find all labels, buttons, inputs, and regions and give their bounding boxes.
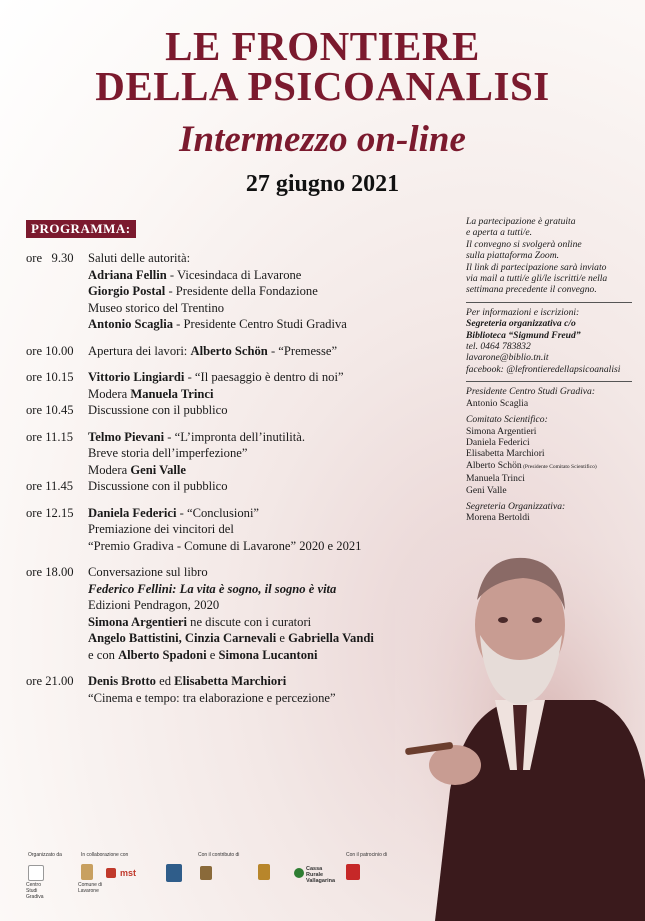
contact-organizer	[466, 318, 644, 341]
event-text: Saluti delle autorità:	[88, 251, 191, 265]
event-text: ne discute con i curatori	[187, 614, 312, 629]
event-time: ore 9.30	[26, 251, 74, 265]
title-line-2: DELLA PSICOANALISI	[95, 63, 550, 109]
event-line	[88, 597, 446, 614]
event-text: Discussione con il pubblico	[88, 403, 228, 417]
event-text: ed	[155, 674, 175, 688]
sponsors-strip	[26, 850, 406, 910]
speaker-name: Simona Argentieri	[88, 614, 187, 629]
secretary-label: Segreteria Organizzativa:	[466, 500, 566, 512]
event-line	[88, 343, 446, 360]
organizer-line: Segreteria organizzativa c/o	[466, 318, 576, 330]
partner-logo	[106, 868, 116, 878]
event-text: “Premio Gradiva - Comune di Lavarone” 2020 e 2021	[88, 538, 362, 553]
contribution-label: Con il contributo di	[198, 852, 240, 858]
book-title: Federico Fellini: La vita è sogno, il sogno è vita	[88, 581, 337, 596]
event-time: ore 11.45	[26, 479, 74, 493]
speaker-name: Gabriella Vandi	[288, 631, 374, 645]
event-text: Modera	[88, 462, 131, 477]
speaker-name: Adriana Fellin	[88, 267, 167, 282]
event-time: ore 10.00	[26, 343, 74, 358]
event-time: ore 10.45	[26, 403, 74, 417]
freud-portrait-image	[395, 540, 645, 921]
cassa-rurale-logo: Cassa Rurale Vallagarina	[306, 866, 336, 884]
gradiva-logo-label: Centro Studi Gradiva	[26, 882, 44, 900]
info-line: settimana precedente il convegno.	[466, 284, 597, 296]
program-event	[26, 478, 446, 495]
event-time: ore 12.15	[26, 505, 74, 520]
committee-member: Elisabetta Marchiori	[466, 448, 545, 460]
event-line	[88, 267, 446, 284]
event-time: ore 21.00	[26, 674, 74, 688]
committee-label: Comitato Scientifico:	[466, 414, 548, 426]
event-text: - Presidente della Fondazione	[165, 284, 318, 298]
event-text: Museo storico del Trentino	[88, 300, 225, 315]
province-logo	[200, 866, 212, 880]
event-text: Discussione con il pubblico	[88, 479, 228, 493]
info-line: Il convegno si svolgerà online	[466, 238, 582, 250]
event-text: - “Il paesaggio è dentro di noi”	[184, 370, 344, 384]
divider	[466, 302, 632, 303]
contact-line: facebook: @lefrontieredellapsicoanalisi	[466, 363, 621, 375]
speaker-name: Antonio Scaglia	[88, 317, 174, 331]
event-text: e	[206, 647, 219, 662]
secretary-name: Morena Bertoldi	[466, 512, 530, 524]
program-label: PROGRAMMA:	[26, 220, 136, 238]
committee-member: Simona Argentieri	[466, 425, 537, 437]
event-text: Conversazione sul libro	[88, 565, 208, 579]
event-text: - Vicesindaca di Lavarone	[166, 267, 302, 282]
event-text: e	[276, 631, 289, 645]
program-list	[26, 250, 446, 706]
info-line: sulla piattaforma Zoom.	[466, 250, 560, 262]
speaker-name: Daniela Federici	[88, 505, 177, 520]
organizer-line: Biblioteca “Sigmund Freud”	[466, 329, 581, 341]
info-line: La partecipazione è gratuita	[466, 216, 576, 227]
title-line-1: LE FRONTIERE	[165, 23, 480, 69]
committee-list	[466, 426, 644, 496]
event-line	[88, 581, 446, 598]
program-event	[26, 402, 446, 419]
event-text: Premiazione dei vincitori del	[88, 522, 234, 536]
committee-member: Geni Valle	[466, 484, 507, 496]
sidebar-info	[466, 216, 644, 524]
event-line	[88, 521, 446, 538]
info-line: e aperta a tutti/e.	[466, 227, 533, 239]
event-line	[88, 564, 446, 581]
event-line	[88, 614, 446, 631]
program-event	[26, 673, 446, 706]
info-line: Il link di partecipazione sarà inviato	[466, 261, 607, 273]
speaker-name: Vittorio Lingiardi	[88, 370, 185, 384]
event-text: e con	[88, 647, 119, 662]
committee-note: (Presidente Comitato Scientifico)	[521, 463, 597, 470]
event-text: Modera	[88, 386, 131, 401]
speaker-name: Elisabetta Marchiori	[174, 674, 287, 688]
divider	[466, 381, 632, 382]
program-event	[26, 250, 446, 333]
speaker-name: Manuela Trinci	[130, 386, 214, 401]
program-event	[26, 564, 446, 663]
collaboration-label: In collaborazione con	[81, 852, 129, 858]
event-text: Apertura dei lavori:	[88, 343, 191, 358]
event-line	[88, 690, 446, 707]
event-text: - “Premesse”	[267, 343, 338, 358]
program-event	[26, 369, 446, 402]
event-text: Breve storia dell’imperfezione”	[88, 446, 248, 460]
info-line: via mail a tutti/e gli/le iscritti/e nella	[466, 273, 608, 285]
contact-line: lavarone@biblio.tn.it	[466, 352, 549, 364]
organized-by-label: Organizzato da	[28, 852, 62, 858]
event-time: ore 18.00	[26, 565, 74, 579]
committee-member: Manuela Trinci	[466, 473, 525, 485]
event-line	[88, 429, 446, 446]
event-line	[88, 478, 446, 495]
event-text: “Cinema e tempo: tra elaborazione e percezione”	[88, 690, 336, 705]
event-line	[88, 316, 446, 333]
event-time: ore 10.15	[26, 370, 74, 384]
library-logo	[166, 864, 182, 882]
event-time: ore 11.15	[26, 429, 74, 444]
committee-member: Alberto Schön (Presidente Comitato Scientifico)	[466, 459, 597, 471]
speaker-name: Geni Valle	[130, 462, 186, 477]
speaker-name: Alberto Schön	[190, 343, 268, 358]
event-line	[88, 505, 446, 522]
gradiva-logo	[28, 865, 44, 881]
subtitle: Intermezzo on-line	[179, 119, 466, 160]
speaker-name: Giorgio Postal	[88, 284, 166, 298]
speaker-name: Denis Brotto	[88, 674, 156, 688]
event-line	[88, 445, 446, 462]
program-event	[26, 505, 446, 555]
cassa-rurale-icon	[294, 868, 304, 878]
region-logo	[258, 864, 270, 880]
psi-logo	[346, 864, 360, 880]
event-date: 27 giugno 2021	[245, 171, 400, 197]
event-text: - “Conclusioni”	[176, 505, 260, 520]
speaker-name: Telmo Pievani	[88, 429, 165, 444]
participation-info	[466, 216, 644, 296]
event-line	[88, 647, 446, 664]
event-line	[88, 462, 446, 479]
lavarone-logo-label: Comune di Lavarone	[78, 882, 103, 894]
speaker-name: Alberto Spadoni	[118, 647, 207, 662]
patronage-label: Con il patrocinio di	[346, 852, 388, 858]
program-event	[26, 429, 446, 479]
event-line	[88, 250, 446, 267]
speaker-name: Angelo Battistini, Cinzia Carnevali	[88, 631, 277, 645]
mst-logo: mst	[120, 868, 137, 878]
event-line	[88, 283, 446, 300]
lavarone-crest-logo	[81, 864, 93, 880]
event-line	[88, 673, 446, 690]
contact-details[interactable]	[466, 341, 644, 375]
event-line	[88, 386, 446, 403]
speaker-name: Simona Lucantoni	[218, 647, 318, 662]
event-line	[88, 369, 446, 386]
program-event	[26, 343, 446, 360]
event-line	[88, 402, 446, 419]
committee-member: Daniela Federici	[466, 436, 530, 448]
event-line	[88, 630, 446, 647]
event-text: Edizioni Pendragon, 2020	[88, 598, 220, 612]
event-text: - Presidente Centro Studi Gradiva	[173, 317, 347, 331]
president-name: Antonio Scaglia	[466, 397, 529, 409]
contact-line: tel. 0464 783832	[466, 341, 531, 353]
president-label: Presidente Centro Studi Gradiva:	[466, 386, 596, 398]
event-line	[88, 300, 446, 317]
contact-intro: Per informazioni e iscrizioni:	[466, 306, 580, 318]
event-line	[88, 538, 446, 555]
event-text: - “L’impronta dell’inutilità.	[164, 429, 305, 444]
